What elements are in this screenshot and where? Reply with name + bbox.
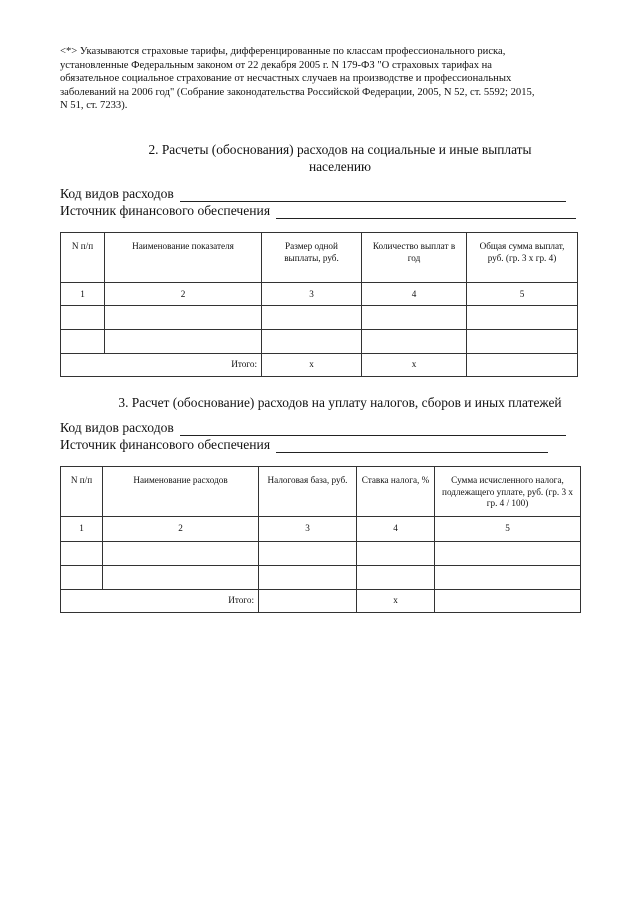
table-header-row bbox=[61, 233, 578, 283]
column-number: 1 bbox=[61, 283, 105, 306]
total-base-cell[interactable] bbox=[259, 590, 357, 613]
table-header-row bbox=[61, 467, 581, 517]
section-3-table bbox=[60, 466, 581, 613]
footnote bbox=[60, 45, 588, 113]
section-2-code-label: Код видов расходов bbox=[60, 186, 174, 201]
section-3-source-label: Источник финансового обеспечения bbox=[60, 437, 271, 452]
header-cell: Наименование расходов bbox=[103, 467, 259, 517]
section-3-code-label: Код видов расходов bbox=[60, 420, 174, 435]
table-cell[interactable] bbox=[467, 330, 578, 354]
section-3-code-field bbox=[60, 420, 566, 436]
header-cell: N п/п bbox=[61, 467, 103, 517]
total-x-cell: x bbox=[362, 354, 467, 377]
total-x-cell: x bbox=[357, 590, 435, 613]
section-2-table bbox=[60, 232, 578, 377]
header-cell: Размер одной выплаты, руб. bbox=[262, 233, 362, 283]
section-2-source-blank[interactable] bbox=[276, 205, 576, 219]
table-cell[interactable] bbox=[357, 566, 435, 590]
footnote-line: заболеваний на 2006 год" (Собрание законодательства Российской Федерации, 2005, N 52, ст. 5592; 2015, bbox=[60, 86, 535, 98]
section-3-title-line: 3. Расчет (обоснование) расходов на уплату налогов, сборов и иных платежей bbox=[118, 395, 562, 410]
table-cell[interactable] bbox=[357, 542, 435, 566]
table-total-row bbox=[61, 590, 581, 613]
table-cell[interactable] bbox=[262, 330, 362, 354]
column-number: 5 bbox=[467, 283, 578, 306]
table-cell[interactable] bbox=[61, 330, 105, 354]
total-sum-cell[interactable] bbox=[467, 354, 578, 377]
table-cell[interactable] bbox=[362, 306, 467, 330]
table-cell[interactable] bbox=[435, 566, 581, 590]
footnote-line: N 51, ст. 7233). bbox=[60, 100, 128, 112]
table-cell[interactable] bbox=[362, 330, 467, 354]
table-cell[interactable] bbox=[105, 306, 262, 330]
section-2-source-label: Источник финансового обеспечения bbox=[60, 203, 271, 218]
section-2-title bbox=[60, 141, 620, 175]
total-label: Итого: bbox=[61, 590, 259, 613]
table-cell[interactable] bbox=[61, 306, 105, 330]
section-3-source-field bbox=[60, 437, 548, 453]
footnote-line: установленные Федеральным законом от 22 декабря 2005 г. N 179-ФЗ "О страховых тарифах на bbox=[60, 59, 493, 71]
table-cell[interactable] bbox=[103, 566, 259, 590]
total-sum-cell[interactable] bbox=[435, 590, 581, 613]
total-label: Итого: bbox=[61, 354, 262, 377]
column-number: 3 bbox=[259, 517, 357, 542]
section-3-title bbox=[60, 394, 620, 411]
table-cell[interactable] bbox=[259, 566, 357, 590]
table-row bbox=[61, 330, 578, 354]
section-2-code-field bbox=[60, 186, 566, 202]
column-number: 2 bbox=[103, 517, 259, 542]
total-x-cell: x bbox=[262, 354, 362, 377]
table-cell[interactable] bbox=[103, 542, 259, 566]
table-cell[interactable] bbox=[435, 542, 581, 566]
header-cell: Сумма исчисленного налога, подлежащего уплате, руб. (гр. 3 x гр. 4 / 100) bbox=[435, 467, 581, 517]
column-number: 5 bbox=[435, 517, 581, 542]
column-number: 1 bbox=[61, 517, 103, 542]
table-cell[interactable] bbox=[259, 542, 357, 566]
table-cell[interactable] bbox=[467, 306, 578, 330]
section-2-source-field bbox=[60, 203, 576, 219]
table-cell[interactable] bbox=[262, 306, 362, 330]
section-3-code-blank[interactable] bbox=[180, 422, 566, 436]
section-2-title-line1: 2. Расчеты (обоснования) расходов на социальные и иные выплаты bbox=[148, 142, 532, 157]
column-number: 2 bbox=[105, 283, 262, 306]
header-cell: Налоговая база, руб. bbox=[259, 467, 357, 517]
section-2-code-blank[interactable] bbox=[180, 188, 566, 202]
header-cell: Количество выплат в год bbox=[362, 233, 467, 283]
section-2-title-line2: населению bbox=[308, 159, 372, 174]
table-total-row bbox=[61, 354, 578, 377]
footnote-line: обязательное социальное страхование от несчастных случаев на производстве и профессиональных bbox=[60, 73, 512, 85]
table-row bbox=[61, 566, 581, 590]
table-cell[interactable] bbox=[105, 330, 262, 354]
table-number-row bbox=[61, 283, 578, 306]
section-3-source-blank[interactable] bbox=[276, 439, 548, 453]
header-cell: Наименование показателя bbox=[105, 233, 262, 283]
column-number: 4 bbox=[357, 517, 435, 542]
header-cell: N п/п bbox=[61, 233, 105, 283]
table-row bbox=[61, 306, 578, 330]
column-number: 3 bbox=[262, 283, 362, 306]
table-cell[interactable] bbox=[61, 566, 103, 590]
table-number-row bbox=[61, 517, 581, 542]
table-row bbox=[61, 542, 581, 566]
footnote-line: <*> Указываются страховые тарифы, дифференцированные по классам профессионального риска, bbox=[60, 46, 506, 57]
table-cell[interactable] bbox=[61, 542, 103, 566]
header-cell: Общая сумма выплат, руб. (гр. 3 x гр. 4) bbox=[467, 233, 578, 283]
column-number: 4 bbox=[362, 283, 467, 306]
header-cell: Ставка налога, % bbox=[357, 467, 435, 517]
